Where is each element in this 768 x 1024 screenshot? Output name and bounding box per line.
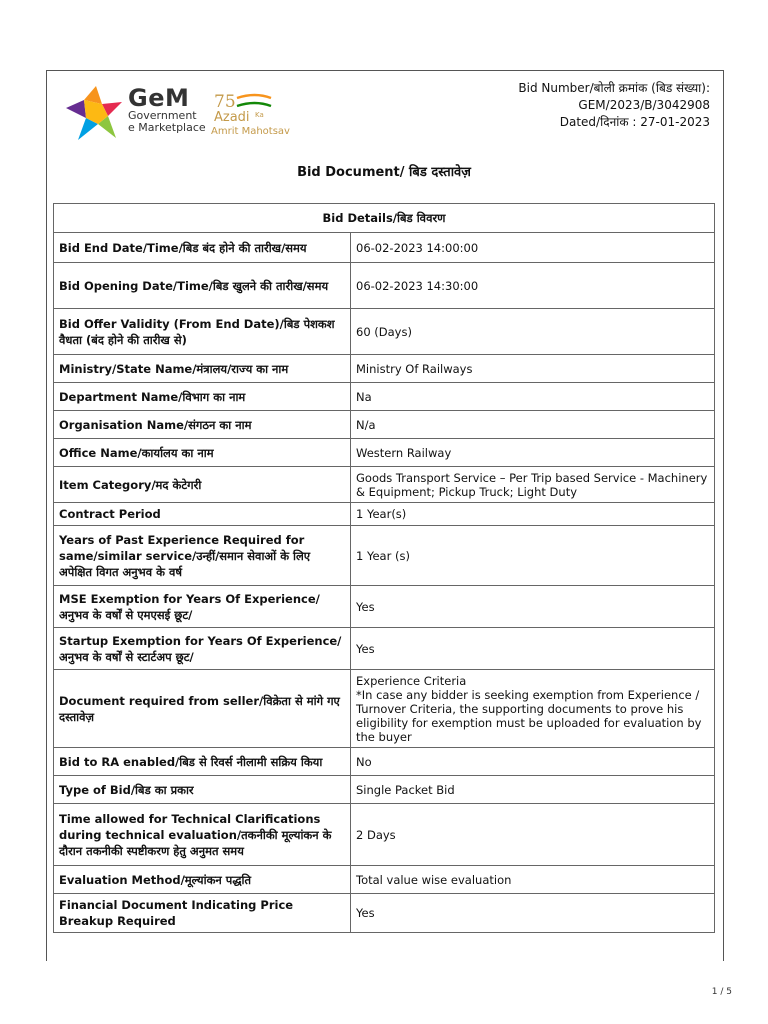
dated-value: 27-01-2023 [640, 115, 710, 129]
table-row [54, 411, 715, 439]
row-value: 60 (Days) [351, 309, 715, 355]
table-row [54, 804, 715, 866]
table-row [54, 866, 715, 894]
bid-details-table [53, 203, 715, 933]
page-number: 1 / 5 [711, 987, 732, 997]
table-row [54, 894, 715, 933]
row-label: Document required from seller/विक्रेता से मांगे गए दस्तावेज़ [54, 670, 351, 748]
row-label: Bid Opening Date/Time/बिड खुलने की तारीख/समय [54, 263, 351, 309]
row-value: Ministry Of Railways [351, 355, 715, 383]
document-title: Bid Document/ बिड दस्तावेज़ [297, 165, 471, 180]
row-value: No [351, 748, 715, 776]
gem-star-logo-icon [64, 82, 134, 144]
row-label: Bid to RA enabled/बिड से रिवर्स नीलामी सक्रिय किया [54, 748, 351, 776]
dated-label: Dated/दिनांक : [559, 115, 637, 129]
row-value: 2 Days [351, 804, 715, 866]
table-row [54, 526, 715, 586]
table-row [54, 670, 715, 748]
table-row [54, 383, 715, 411]
table-row [54, 776, 715, 804]
svg-text:75: 75 [214, 92, 236, 112]
row-label: MSE Exemption for Years Of Experience/अनुभव के वर्षों से एमएसई छूट/ [54, 586, 351, 628]
row-value: Total value wise evaluation [351, 866, 715, 894]
table-row [54, 263, 715, 309]
row-value-line2: *In case any bidder is seeking exemption from Experience / Turnover Criteria, the supporting documents to prove his eligibility for exemption must be uploaded for evaluation by the buyer [356, 687, 702, 744]
table-row [54, 309, 715, 355]
table-body [54, 233, 715, 933]
row-label: Financial Document Indicating Price Breakup Required [54, 894, 351, 933]
bid-number: GEM/2023/B/3042908 [578, 98, 710, 112]
gem-logo-line1: Government [128, 109, 197, 122]
table-row [54, 586, 715, 628]
row-label: Office Name/कार्यालय का नाम [54, 439, 351, 467]
azadi-line1: Azadi [214, 110, 250, 125]
row-value: 06-02-2023 14:00:00 [351, 233, 715, 263]
gem-logo-word: GeM [128, 84, 190, 112]
table-row [54, 355, 715, 383]
row-value: Yes [351, 894, 715, 933]
row-value: Na [351, 383, 715, 411]
row-value: Single Packet Bid [351, 776, 715, 804]
row-label: Type of Bid/बिड का प्रकार [54, 776, 351, 804]
row-value: 1 Year(s) [351, 503, 715, 526]
row-value-line1: Experience Criteria [356, 673, 467, 688]
row-value: 06-02-2023 14:30:00 [351, 263, 715, 309]
row-label: Organisation Name/संगठन का नाम [54, 411, 351, 439]
azadi-ka: Ka [255, 111, 264, 119]
azadi-ka-amrit-mahotsav-logo-icon [211, 90, 301, 138]
row-label: Startup Exemption for Years Of Experience/अनुभव के वर्षों से स्टार्टअप छूट/ [54, 628, 351, 670]
row-label: Years of Past Experience Required for same/similar service/उन्हीं/समान सेवाओं के लिए अपेक्षित विगत अनुभव के वर्ष [54, 526, 351, 586]
row-value: N/a [351, 411, 715, 439]
row-label: Department Name/विभाग का नाम [54, 383, 351, 411]
azadi-line2: Amrit Mahotsav [211, 126, 290, 137]
table-row [54, 233, 715, 263]
row-label: Bid End Date/Time/बिड बंद होने की तारीख/समय [54, 233, 351, 263]
document-header [46, 70, 722, 200]
table-row [54, 628, 715, 670]
row-label: Evaluation Method/मूल्यांकन पद्धति [54, 866, 351, 894]
table-row [54, 503, 715, 526]
row-label: Ministry/State Name/मंत्रालय/राज्य का नाम [54, 355, 351, 383]
row-value: Yes [351, 586, 715, 628]
row-label: Bid Offer Validity (From End Date)/बिड पेशकश वैधता (बंद होने की तारीख से) [54, 309, 351, 355]
row-value: Yes [351, 628, 715, 670]
bid-meta [518, 80, 710, 131]
row-value: Western Railway [351, 439, 715, 467]
row-value: 1 Year (s) [351, 526, 715, 586]
row-label: Contract Period [54, 503, 351, 526]
table-heading: Bid Details/बिड विवरण [54, 204, 715, 233]
bid-number-label: Bid Number/बोली क्रमांक (बिड संख्या): [518, 81, 710, 95]
table-row [54, 439, 715, 467]
row-label: Time allowed for Technical Clarifications during technical evaluation/तकनीकी मूल्यांकन के दौरान तकनीकी स्पष्टीकरण हेतु अनुमत समय [54, 804, 351, 866]
gem-logo-line2: e Marketplace [128, 121, 206, 134]
row-value: Goods Transport Service – Per Trip based Service - Machinery & Equipment; Pickup Truck; Light Duty [351, 467, 715, 503]
table-row [54, 748, 715, 776]
row-label: Item Category/मद केटेगरी [54, 467, 351, 503]
gem-wordmark [128, 86, 206, 134]
row-value [351, 670, 715, 748]
table-row [54, 467, 715, 503]
